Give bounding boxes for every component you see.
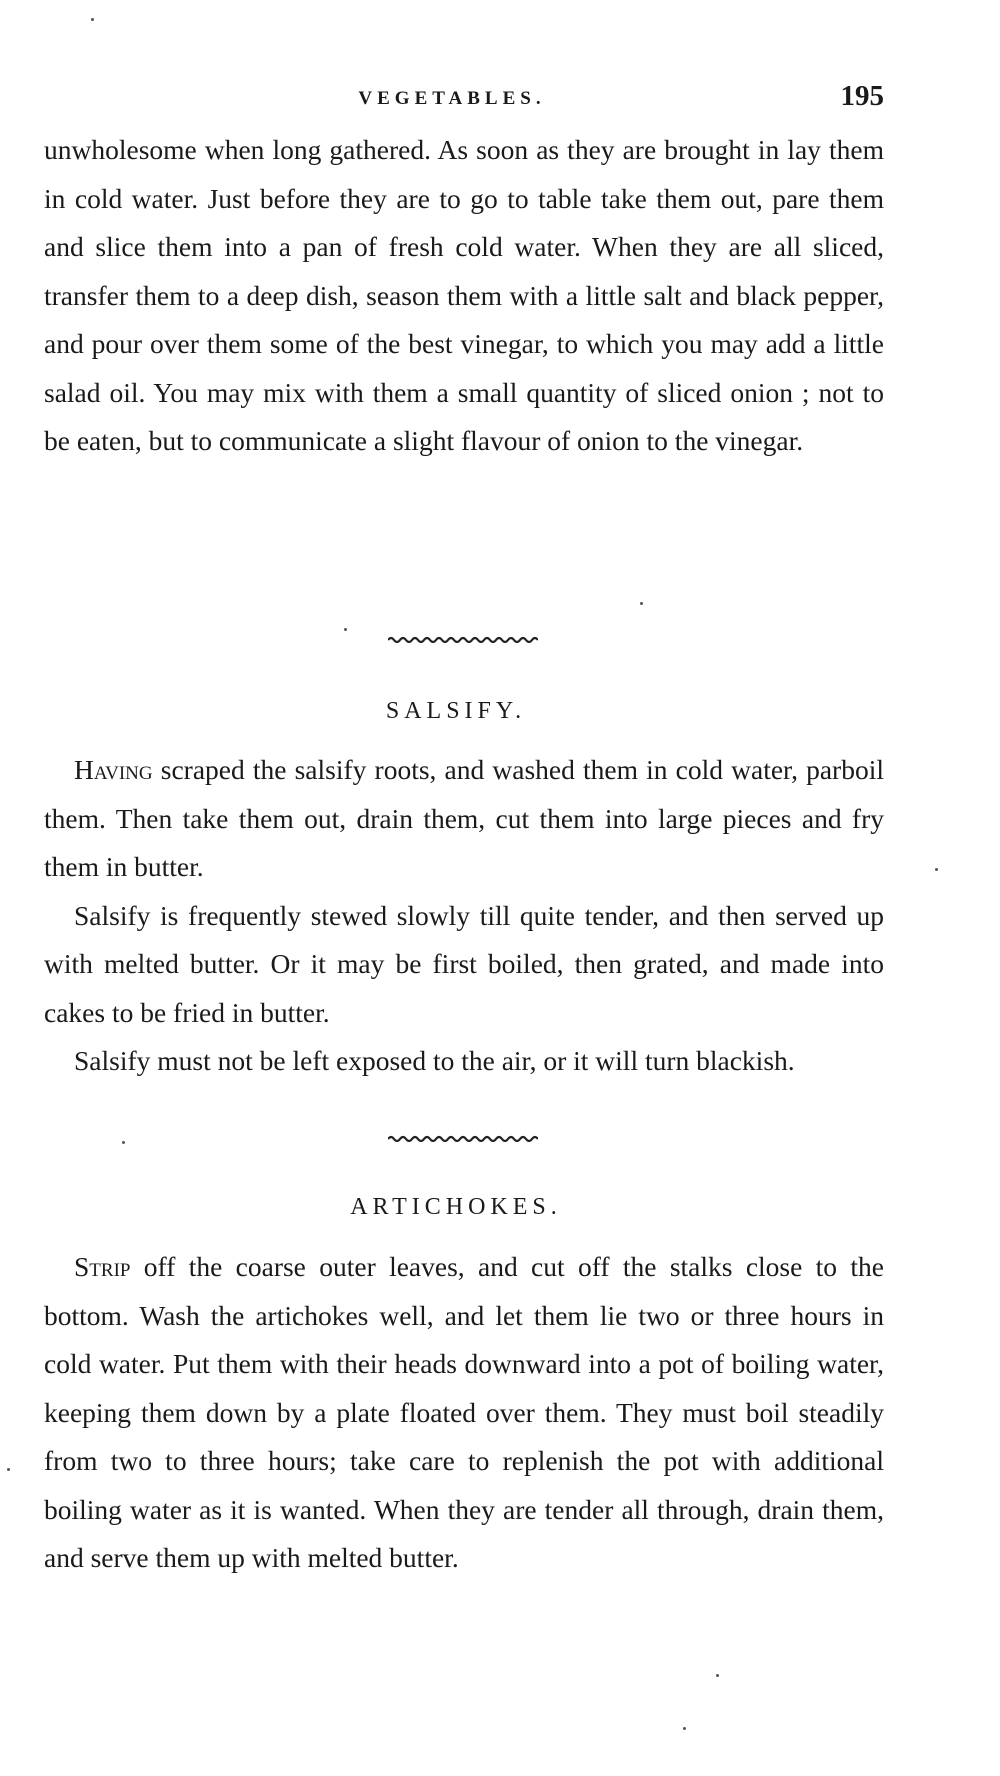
salsify-heading: SALSIFY.: [385, 698, 527, 724]
intro-paragraph-block: [44, 126, 884, 466]
paper-speck: [640, 602, 643, 605]
salsify-lead-word: Having: [74, 754, 153, 785]
salsify-paragraph-1-text: scraped the salsify roots, and washed them in cold water, parboil them. Then take them out, drain them, cut them into large pieces and fry them in butter.: [44, 754, 884, 882]
artichokes-heading: ARTICHOKES.: [350, 1194, 562, 1220]
salsify-paragraph-2: Salsify is frequently stewed slowly till quite tender, and then served up with melted butter. Or it may be first boiled, then grated, and made into cakes to be fried in butter.: [44, 899, 884, 1028]
paper-speck: [7, 1468, 10, 1471]
section-divider-ornament: [388, 1135, 538, 1143]
paper-speck: [91, 18, 94, 21]
salsify-text-block: [44, 746, 884, 1086]
paper-speck: [935, 868, 938, 871]
running-title: VEGETABLES.: [358, 88, 546, 109]
intro-paragraph: unwholesome when long gathered. As soon as they are brought in lay them in cold water. Just before they are to go to table take them out, pare them and slice them into a pan of fresh cold water. When they are all sliced, transfer them to a deep dish, season them with a little salt and black pepper, and pour over them some of the best vinegar, to which you may add a little salad oil. You may mix with them a small quantity of sliced onion ; not to be eaten, but to communicate a slight flavour of onion to the vinegar.: [44, 134, 884, 456]
artichokes-text-block: [44, 1243, 884, 1583]
artichokes-paragraph-1-text: off the coarse outer leaves, and cut off the stalks close to the bottom. Wash the artichokes well, and let them lie two or three hours in cold water. Put them with their heads downward into a pot of boiling water, keeping them down by a plate floated over them. They must boil steadily from two to three hours; take care to replenish the pot with additional boiling water as it is wanted. When they are tender all through, drain them, and serve them up with melted butter.: [44, 1251, 884, 1573]
salsify-paragraph-1: [44, 746, 884, 892]
artichokes-lead-word: Strip: [74, 1251, 131, 1282]
paper-speck: [122, 1141, 125, 1144]
running-head: [0, 80, 1000, 120]
paper-speck: [344, 628, 347, 631]
page-number: 195: [840, 80, 884, 112]
paper-speck: [683, 1727, 686, 1730]
artichokes-paragraph-1: [44, 1243, 884, 1583]
section-divider-ornament: [388, 636, 538, 644]
salsify-paragraph-3: Salsify must not be left exposed to the air, or it will turn blackish.: [74, 1045, 795, 1076]
paper-speck: [716, 1674, 719, 1677]
